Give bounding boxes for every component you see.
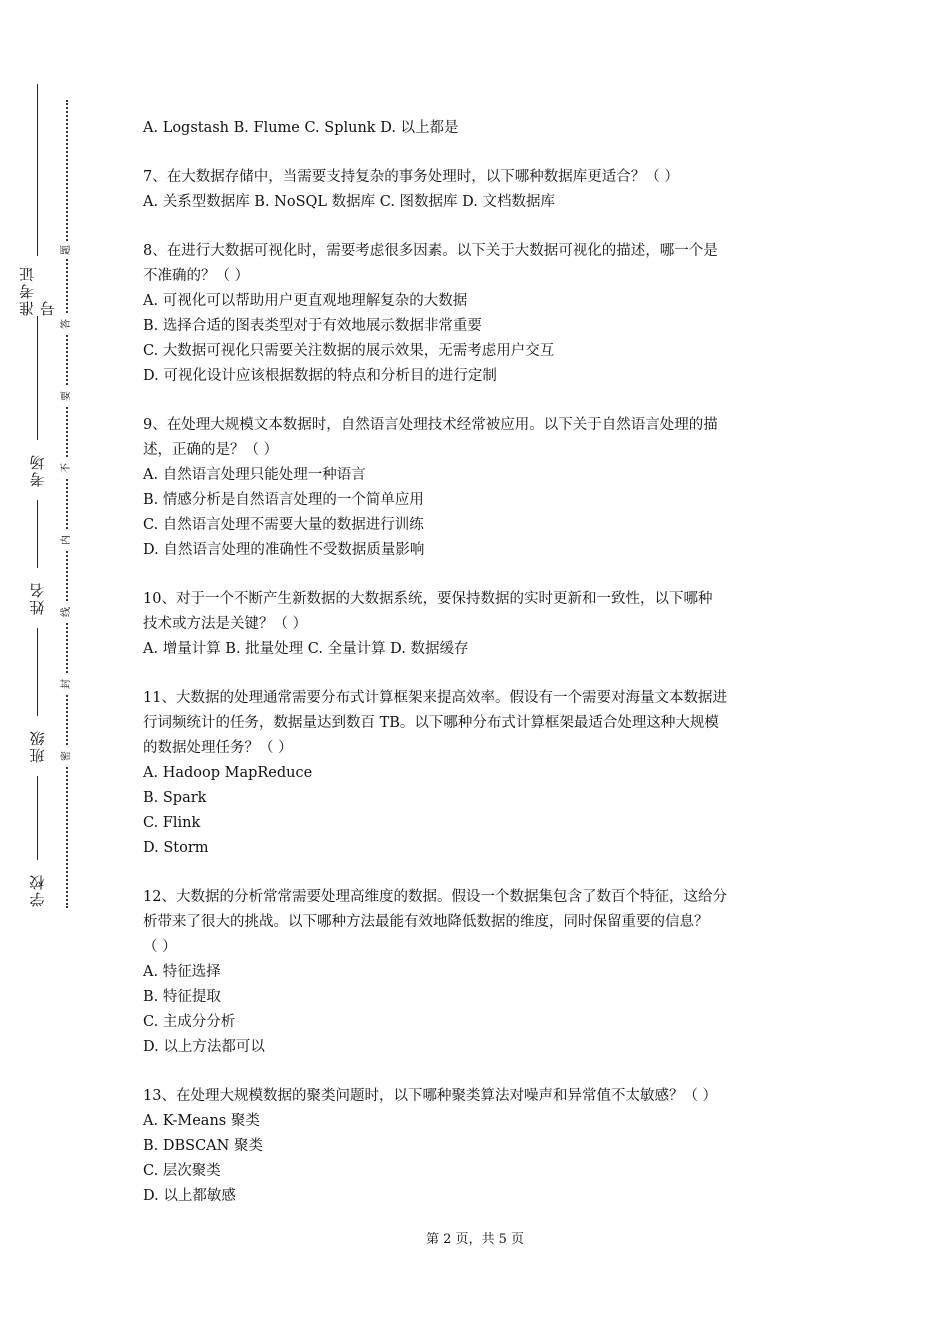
option-line: A. Logstash B. Flume C. Splunk D. 以上都是 (143, 120, 459, 136)
seal-char-ti: 题 (59, 241, 75, 259)
option-line: C. 大数据可视化只需要关注数据的展示效果，无需考虑用户交互 (143, 343, 555, 359)
answer-options (143, 637, 823, 662)
option-line: B. 特征提取 (143, 989, 221, 1005)
binding-dotted-line (66, 100, 68, 908)
question-text-line: 13、在处理大规模数据的聚类问题时，以下哪种聚类算法对噪声和异常值不太敏感？（ ） (143, 1088, 718, 1104)
question-text-line: 行词频统计的任务，数据量达到数百 TB。以下哪种分布式计算框架最适合处理这种大规模 (143, 715, 719, 731)
seal-char-nei: 内 (59, 531, 75, 549)
option-line: A. 自然语言处理只能处理一种语言 (143, 467, 366, 483)
seal-char-feng: 封 (59, 675, 75, 693)
answer-options (143, 463, 823, 563)
seal-char-mi: 密 (59, 747, 75, 765)
question-text-line: （ ） (143, 939, 177, 955)
seal-char-da: 答 (59, 315, 75, 333)
field-exam-number: 准考证号 (22, 256, 52, 316)
option-line: A. K-Means 聚类 (143, 1113, 260, 1129)
seal-char-xian: 线 (59, 603, 75, 621)
option-line: B. 选择合适的图表类型对于有效地展示数据非常重要 (143, 318, 482, 334)
answer-options (143, 960, 823, 1060)
option-line: A. 关系型数据库 B. NoSQL 数据库 C. 图数据库 D. 文档数据库 (143, 194, 555, 210)
option-line: C. Flink (143, 815, 201, 831)
answer-options (143, 190, 823, 215)
question-text-line: 的数据处理任务？（ ） (143, 740, 293, 756)
question-text-line: 9、在处理大规模文本数据时，自然语言处理技术经常被应用。以下关于自然语言处理的描 (143, 417, 718, 433)
field-school: 学校 (22, 860, 52, 920)
option-line: A. 增量计算 B. 批量处理 C. 全量计算 D. 数据缓存 (143, 641, 469, 657)
option-line: C. 主成分分析 (143, 1014, 236, 1030)
question-text-line: 12、大数据的分析常常需要处理高维度的数据。假设一个数据集包含了数百个特征，这给分 (143, 889, 727, 905)
block-gap (143, 1060, 823, 1084)
field-name: 姓名 (22, 568, 52, 628)
question-text-line: 技术或方法是关键？（ ） (143, 616, 308, 632)
option-line: B. 情感分析是自然语言处理的一个简单应用 (143, 492, 424, 508)
question-text-line: 11、大数据的处理通常需要分布式计算框架来提高效率。假设有一个需要对海量文本数据进 (143, 690, 727, 706)
option-line: C. 层次聚类 (143, 1163, 221, 1179)
block-gap (143, 389, 823, 413)
question-stem (143, 413, 823, 463)
question-text-line: 析带来了很大的挑战。以下哪种方法最能有效地降低数据的维度，同时保留重要的信息？ (143, 914, 709, 930)
question-content (143, 116, 823, 1209)
field-exam-room: 考场 (22, 440, 52, 500)
option-line: A. 特征选择 (143, 964, 221, 980)
option-line: A. 可视化可以帮助用户更直观地理解复杂的大数据 (143, 293, 468, 309)
question-text-line: 不准确的？（ ） (143, 268, 250, 284)
option-line: B. DBSCAN 聚类 (143, 1138, 263, 1154)
option-line: D. 可视化设计应该根据数据的特点和分析目的进行定制 (143, 368, 497, 384)
option-line: A. Hadoop MapReduce (143, 765, 313, 781)
answer-options (143, 761, 823, 861)
option-line: C. 自然语言处理不需要大量的数据进行训练 (143, 517, 424, 533)
binding-margin (0, 0, 110, 1344)
question-text-line: 述，正确的是？（ ） (143, 442, 279, 458)
block-gap (143, 662, 823, 686)
block-gap (143, 563, 823, 587)
block-gap (143, 215, 823, 239)
answer-options (143, 1109, 823, 1209)
question-stem (143, 587, 823, 637)
seal-char-yao: 要 (59, 387, 75, 405)
option-line: D. 自然语言处理的准确性不受数据质量影响 (143, 542, 425, 558)
question-stem (143, 239, 823, 289)
block-gap (143, 861, 823, 885)
question-stem (143, 165, 823, 190)
question-stem (143, 885, 823, 960)
answer-options (143, 289, 823, 389)
seal-char-bu: 不 (59, 459, 75, 477)
question-text-line: 10、对于一个不断产生新数据的大数据系统，要保持数据的实时更新和一致性，以下哪种 (143, 591, 713, 607)
option-line: D. 以上都敏感 (143, 1188, 236, 1204)
option-line: D. Storm (143, 840, 209, 856)
field-class: 班级 (22, 716, 52, 776)
question-text-line: 8、在进行大数据可视化时，需要考虑很多因素。以下关于大数据可视化的描述，哪一个是 (143, 243, 718, 259)
page-number: 第 2 页，共 5 页 (425, 1232, 525, 1247)
block-gap (143, 141, 823, 165)
option-line: D. 以上方法都可以 (143, 1039, 265, 1055)
answer-options (143, 116, 823, 141)
question-text-line: 7、在大数据存储中，当需要支持复杂的事务处理时，以下哪种数据库更适合？（ ） (143, 169, 679, 185)
option-line: B. Spark (143, 790, 207, 806)
question-stem (143, 1084, 823, 1109)
question-stem (143, 686, 823, 761)
